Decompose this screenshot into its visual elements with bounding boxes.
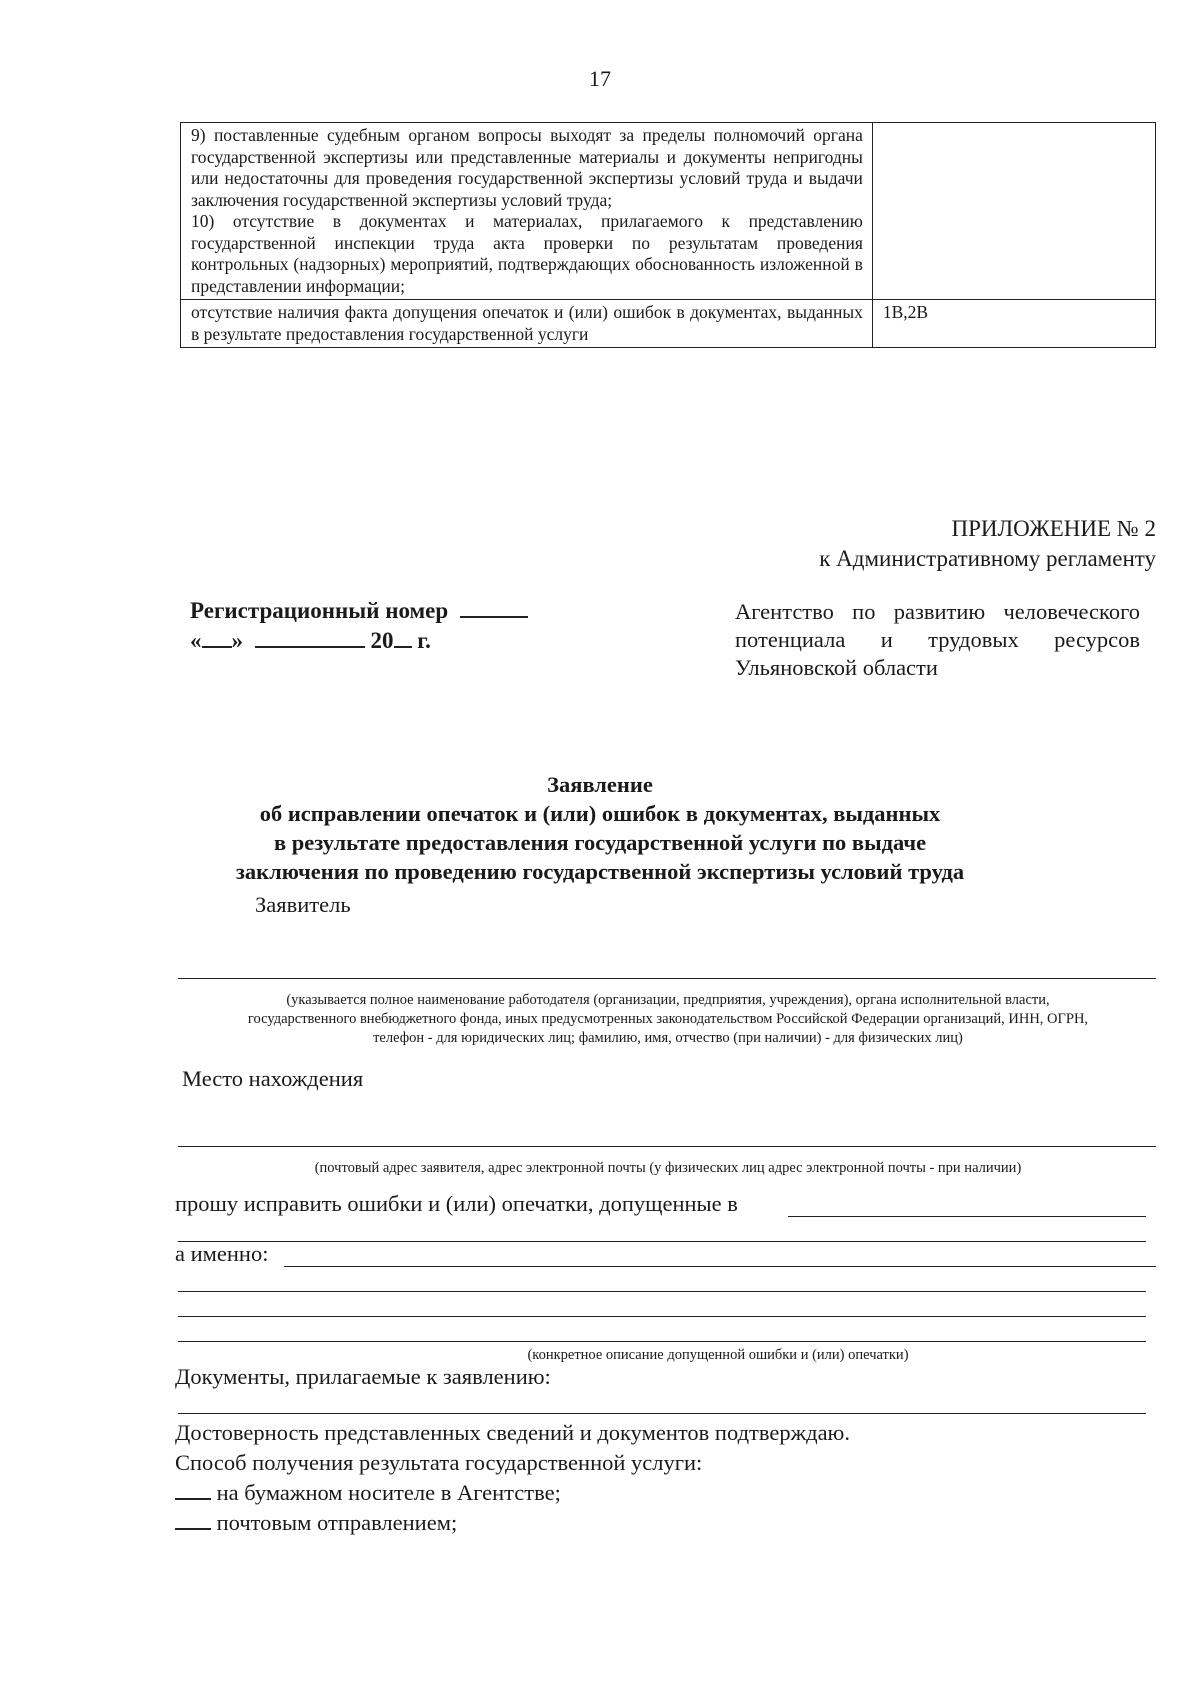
confirmation-text: Достоверность представленных сведений и документов подтверждаю. [175,1420,850,1445]
heading-line: заключения по проведению государственной экспертизы условий труда [235,859,965,884]
option-paper[interactable] [175,1480,561,1506]
table-paragraph: отсутствие наличия факта допущения опечаток и (или) ошибок в документах, выданных в результате предоставления государственной услуги [191,302,863,344]
option-post[interactable] [175,1510,457,1536]
annex-subtitle: к Административному регламенту [819,546,1156,571]
request-field-line-2[interactable] [178,1241,1146,1242]
grounds-table [180,122,1156,348]
annex-title: ПРИЛОЖЕНИЕ № 2 [951,516,1156,541]
option-paper-checkbox[interactable] [175,1480,211,1500]
agency-line: Ульяновской области [735,655,938,680]
heading-title: Заявление [547,772,653,797]
table-row [181,300,1156,348]
year-suffix: г. [417,628,431,653]
location-note: (почтовый адрес заявителя, адрес электронной почты (у физических лиц адрес электронной почты - при наличии) [314,1160,1022,1176]
option-paper-label: на бумажном носителе в Агентстве; [216,1480,561,1505]
note-line: государственного внебюджетного фонда, иных предусмотренных законодательством Российской Федерации организаций, ИНН, ОГРН, [247,1011,1089,1027]
table-cell-grounds [181,123,873,300]
heading-line: об исправлении опечаток и (или) ошибок в документах, выданных [259,801,941,826]
heading-line: в результате предоставления государственной услуги по выдаче [273,830,927,855]
note-line: (указывается полное наименование работодателя (организации, предприятия, учреждения), органа исполнительной власти, [286,992,1050,1008]
documents-field-line[interactable] [178,1413,1146,1414]
table-cell-code [872,123,1155,300]
namely-note: (конкретное описание допущенной ошибки и (или) опечатки) [527,1347,909,1363]
table-cell-code: 1В,2В [872,300,1155,348]
namely-label: а именно: [175,1241,269,1266]
registration-number-blank[interactable] [460,598,528,618]
registration-number [190,598,528,624]
request-field-line[interactable] [788,1216,1146,1217]
table-row [181,123,1156,300]
location-field-line[interactable] [178,1146,1156,1147]
namely-field-line[interactable] [284,1266,1156,1267]
document-heading [0,770,1200,886]
namely-field-line-3[interactable] [178,1316,1146,1317]
page-number: 17 [589,66,611,91]
namely-field-line-2[interactable] [178,1291,1146,1292]
table-paragraph: 10) отсутствие в документах и материалах, прилагаемого к представлению государственной инспекции труда акта проверки по результатам проведения контрольных (надзорных) мероприятий, подтверждающих обоснованность изложенной в представлении информации; [191,211,863,296]
date-year-blank[interactable] [394,628,412,648]
request-text: прошу исправить ошибки и (или) опечатки, допущенные в [175,1191,738,1216]
date-open-quote: « [190,628,202,653]
option-post-checkbox[interactable] [175,1510,211,1530]
date-close-quote: » [231,628,243,653]
table-cell-grounds [181,300,873,348]
applicant-note [180,991,1156,1048]
date-month-blank[interactable] [255,628,365,648]
registration-number-label: Регистрационный номер [190,598,449,623]
note-line: телефон - для юридических лиц; фамилию, имя, отчество (при наличии) - для физических лиц) [373,1030,963,1046]
agency-line: Агентство по развитию человеческого [735,599,1140,624]
applicant-label: Заявитель [255,892,351,917]
option-post-label: почтовым отправлением; [216,1510,458,1535]
date-day-blank[interactable] [202,628,232,648]
agency-line: потенциала и трудовых ресурсов [735,627,1140,652]
method-label: Способ получения результата государственной услуги: [175,1450,703,1475]
registration-date [190,628,431,654]
agency-address [735,598,1140,682]
table-paragraph: 9) поставленные судебным органом вопросы выходят за пределы полномочий органа государственной экспертизы или представленные материалы и документы непригодны или недостаточны для проведения государственной экспертизы условий труда и выдачи заключения государственной экспертизы условий труда; [191,125,863,210]
applicant-field-line[interactable] [178,978,1156,979]
namely-field-line-4[interactable] [178,1341,1146,1342]
location-label: Место нахождения [182,1066,364,1091]
documents-label: Документы, прилагаемые к заявлению: [175,1364,551,1389]
year-prefix: 20 [370,628,394,653]
